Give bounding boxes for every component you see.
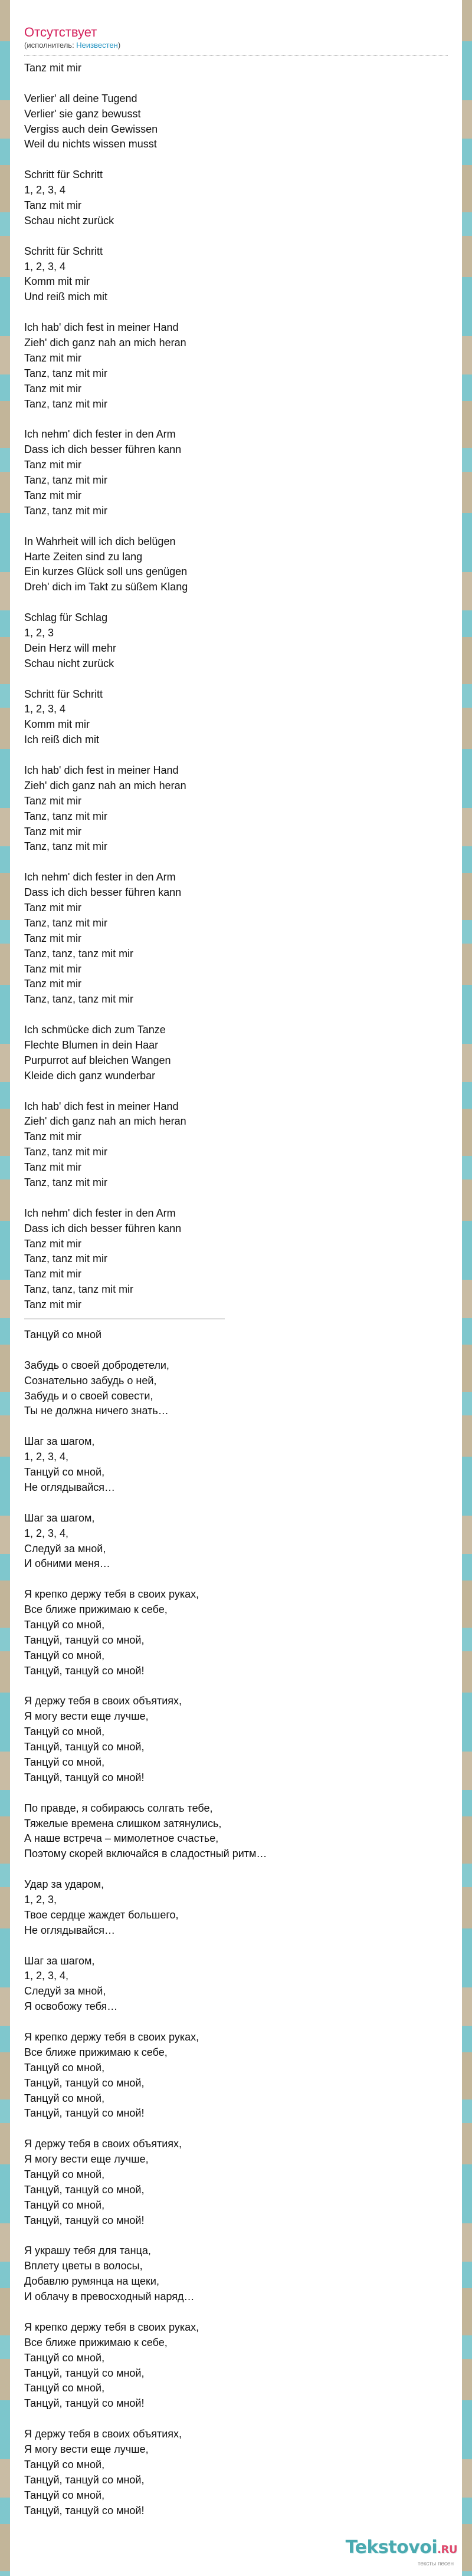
- lyric-line: Танцуй со мной,: [24, 2061, 105, 2074]
- lyric-line: [24, 748, 355, 763]
- lyric-line: Танцуй со мной,: [24, 1756, 105, 1768]
- lyric-line: [24, 2229, 355, 2244]
- logo-name: Tekstovoi: [345, 2537, 438, 2558]
- lyric-line: Танцуй со мной,: [24, 2199, 105, 2211]
- lyric-line: Tanz, tanz mit mir: [24, 397, 108, 410]
- lyric-line: Шаг за шагом,: [24, 1512, 95, 1524]
- lyric-line: [24, 595, 355, 610]
- lyric-line: Und reiß mich mit: [24, 291, 108, 303]
- lyric-line: [24, 1191, 355, 1206]
- lyric-line: Забудь о своей добродетели,: [24, 1359, 169, 1371]
- logo-tagline: тексты песен: [417, 2561, 454, 2567]
- lyric-line: Zieh' dich ganz nah an mich heran: [24, 337, 186, 349]
- lyric-line: [24, 152, 355, 167]
- lyric-line: Танцуй со мной,: [24, 2489, 105, 2501]
- lyric-line: [24, 412, 355, 427]
- lyrics-original: [24, 61, 355, 1313]
- lyric-line: Я держу тебя в своих объятиях,: [24, 2428, 182, 2440]
- lyric-line: По правде, я собираюсь солгать тебе,: [24, 1802, 213, 1814]
- lyric-line: Танцуй, танцуй со мной,: [24, 2367, 145, 2379]
- lyric-line: Ich hab' dich fest in meiner Hand: [24, 1100, 179, 1112]
- lyric-line: Танцуй со мной,: [24, 1726, 105, 1738]
- lyric-line: Все ближе прижимаю к себе,: [24, 2336, 168, 2348]
- lyric-line: Zieh' dich ganz nah an mich heran: [24, 1115, 186, 1128]
- lyric-line: Все ближе прижимаю к себе,: [24, 2046, 168, 2058]
- lyric-line: Weil du nichts wissen musst: [24, 138, 157, 150]
- lyrics-translation: [24, 1328, 355, 2518]
- lyric-line: [24, 1496, 355, 1511]
- lyric-line: [24, 519, 355, 534]
- lyric-line: Tanz, tanz mit mir: [24, 1177, 108, 1189]
- lyric-line: Schau nicht zurück: [24, 214, 114, 226]
- lyric-line: Танцуй, танцуй со мной!: [24, 2214, 145, 2226]
- content-area: [10, 0, 462, 2519]
- lyric-line: Tanz, tanz mit mir: [24, 840, 108, 853]
- lyric-line: Ты не должна ничего знать…: [24, 1405, 169, 1417]
- lyric-line: Ein kurzes Glück soll uns genügen: [24, 566, 188, 578]
- lyric-line: Dass ich dich besser führen kann: [24, 1222, 182, 1234]
- lyric-line: Танцуй, танцуй со мной!: [24, 2504, 145, 2516]
- lyric-line: Я крепко держу тебя в своих руках,: [24, 1588, 199, 1601]
- lyric-line: Танцуй со мной: [24, 1329, 102, 1341]
- lyric-line: [24, 1938, 355, 1954]
- lyric-line: Purpurrot auf bleichen Wangen: [24, 1054, 171, 1066]
- lyric-line: Я крепко держу тебя в своих руках,: [24, 2321, 199, 2333]
- lyric-line: Dass ich dich besser führen kann: [24, 886, 182, 899]
- lyric-line: Ich schmücke dich zum Tanze: [24, 1024, 166, 1036]
- lyric-line: Танцуй, танцуй со мной,: [24, 1634, 145, 1646]
- lyric-line: Tanz, tanz, tanz mit mir: [24, 1283, 134, 1296]
- lyric-line: 1, 2, 3,: [24, 1893, 57, 1905]
- lyric-line: Не оглядывайся…: [24, 1924, 116, 1936]
- lyric-line: Я могу вести еще лучше,: [24, 1710, 149, 1723]
- lyric-line: Сознательно забудь о ней,: [24, 1374, 157, 1386]
- lyric-line: Тяжелые времена слишком затянулись,: [24, 1817, 222, 1829]
- lyric-line: И облачу в превосходный наряд…: [24, 2291, 195, 2303]
- lyric-line: Ich nehm' dich fester in den Arm: [24, 1207, 176, 1219]
- lyric-line: Следуй за мной,: [24, 1542, 106, 1555]
- lyric-line: Tanz mit mir: [24, 825, 82, 837]
- lyric-line: Удар за ударом,: [24, 1878, 104, 1891]
- lyric-line: Tanz mit mir: [24, 901, 82, 914]
- lyric-line: [24, 1343, 355, 1358]
- song-title: Отсутствует: [24, 25, 97, 40]
- lyric-line: [24, 1679, 355, 1694]
- lyric-line: Tanz, tanz mit mir: [24, 504, 108, 517]
- lyric-line: Tanz mit mir: [24, 351, 82, 364]
- lyric-line: Ich nehm' dich fester in den Arm: [24, 428, 176, 441]
- lyric-line: [24, 2121, 355, 2137]
- lyric-line: Schau nicht zurück: [24, 657, 114, 669]
- lyric-line: Komm mit mir: [24, 275, 90, 288]
- lyric-line: Tanz, tanz mit mir: [24, 1146, 108, 1158]
- lyric-line: Komm mit mir: [24, 718, 90, 731]
- lyric-line: Танцуй, танцуй со мной,: [24, 2076, 145, 2089]
- lyric-line: И обними меня…: [24, 1558, 110, 1570]
- lyric-line: Я могу вести еще лучше,: [24, 2443, 149, 2456]
- lyric-line: 1, 2, 3, 4,: [24, 1970, 69, 1982]
- lyric-line: 1, 2, 3: [24, 626, 54, 639]
- lyric-line: Tanz mit mir: [24, 489, 82, 501]
- lyric-line: Verlier' sie ganz bewusst: [24, 107, 141, 120]
- lyric-line: [24, 2305, 355, 2320]
- lyric-line: Tanz mit mir: [24, 794, 82, 807]
- lyric-line: Tanz mit mir: [24, 1131, 82, 1143]
- lyric-line: Я освобожу тебя…: [24, 2000, 118, 2013]
- lyric-line: Tanz mit mir: [24, 62, 82, 74]
- lyric-line: Поэтому скорей включайся в сладостный ритм…: [24, 1848, 267, 1860]
- lyric-line: Dein Herz will mehr: [24, 642, 117, 654]
- lyric-line: Шаг за шагом,: [24, 1954, 95, 1967]
- lyric-line: [24, 1007, 355, 1023]
- lyric-line: Танцуй со мной,: [24, 2458, 105, 2470]
- lyric-line: [24, 229, 355, 244]
- lyric-line: Я держу тебя в своих объятиях,: [24, 1695, 182, 1707]
- lyric-line: [24, 1572, 355, 1587]
- lyric-line: Добавлю румянца на щеки,: [24, 2275, 159, 2288]
- artist-prefix: (исполнитель:: [24, 41, 77, 50]
- site-logo[interactable]: [322, 2537, 457, 2570]
- lyric-line: Tanz mit mir: [24, 199, 82, 212]
- lyric-line: Tanz, tanz, tanz mit mir: [24, 993, 134, 1006]
- lyric-line: [24, 1862, 355, 1877]
- lyric-line: Schritt für Schritt: [24, 688, 103, 700]
- lyric-line: Не оглядывайся…: [24, 1481, 116, 1493]
- lyric-line: Dreh' dich im Takt zu süßem Klang: [24, 581, 188, 593]
- lyric-line: Tanz, tanz mit mir: [24, 916, 108, 929]
- lyric-line: Я крепко держу тебя в своих руках,: [24, 2031, 199, 2043]
- lyric-line: Vergiss auch dein Gewissen: [24, 123, 158, 135]
- lyric-line: Zieh' dich ganz nah an mich heran: [24, 779, 186, 791]
- lyric-line: Танцуй, танцуй со мной!: [24, 1771, 145, 1783]
- lyric-line: Твое сердце жаждет большего,: [24, 1908, 179, 1921]
- lyric-line: Flechte Blumen in dein Haar: [24, 1039, 159, 1051]
- lyric-line: [24, 305, 355, 320]
- lyric-line: Шаг за шагом,: [24, 1435, 95, 1448]
- artist-suffix: ): [117, 41, 121, 50]
- lyric-line: [24, 2015, 355, 2030]
- lyric-line: Schlag für Schlag: [24, 612, 108, 624]
- lyric-line: [24, 2411, 355, 2427]
- lyric-line: Танцуй со мной,: [24, 1649, 105, 1661]
- lyric-line: Все ближе прижимаю к себе,: [24, 1604, 168, 1616]
- lyric-line: Танцуй со мной,: [24, 2382, 105, 2394]
- lyric-line: Schritt für Schritt: [24, 169, 103, 181]
- lyric-line: Tanz mit mir: [24, 382, 82, 395]
- lyric-line: Танцуй, танцуй со мной!: [24, 2107, 145, 2120]
- lyric-line: 1, 2, 3, 4: [24, 260, 66, 272]
- lyric-line: [24, 76, 355, 91]
- lyric-line: Tanz mit mir: [24, 1299, 82, 1311]
- lyric-line: 1, 2, 3, 4,: [24, 1451, 69, 1463]
- lyric-line: Kleide dich ganz wunderbar: [24, 1069, 156, 1082]
- lyric-line: А наше встреча – мимолетное счастье,: [24, 1832, 219, 1845]
- lyric-line: Ich nehm' dich fester in den Arm: [24, 871, 176, 883]
- lyric-line: Я могу вести еще лучше,: [24, 2153, 149, 2166]
- lyric-line: Забудь и о своей совести,: [24, 1389, 153, 1402]
- lyric-line: Harte Zeiten sind zu lang: [24, 550, 143, 563]
- lyric-line: Танцуй со мной,: [24, 1466, 105, 1478]
- lyric-line: Schritt für Schritt: [24, 245, 103, 257]
- lyric-line: Я держу тебя в своих объятиях,: [24, 2138, 182, 2150]
- lyric-line: [24, 1419, 355, 1434]
- artist-line: [24, 40, 448, 56]
- lyric-line: Ich hab' dich fest in meiner Hand: [24, 321, 179, 334]
- lyric-line: Я украшу тебя для танца,: [24, 2245, 151, 2257]
- lyric-line: Tanz mit mir: [24, 1268, 82, 1280]
- lyric-line: Танцуй, танцуй со мной,: [24, 2473, 145, 2486]
- lyric-line: [24, 672, 355, 687]
- lyric-line: Танцуй со мной,: [24, 2092, 105, 2104]
- lyric-line: Танцуй, танцуй со мной!: [24, 2397, 145, 2410]
- lyric-line: [24, 855, 355, 870]
- lyric-line: Tanz mit mir: [24, 978, 82, 990]
- lyric-line: [24, 1786, 355, 1801]
- lyrics-page: [10, 0, 462, 2576]
- lyric-line: 1, 2, 3, 4,: [24, 1527, 69, 1539]
- lyric-line: Танцуй, танцуй со мной,: [24, 1741, 145, 1753]
- lyric-line: Tanz mit mir: [24, 962, 82, 975]
- logo-tld: .RU: [437, 2544, 457, 2556]
- lyric-line: Танцуй, танцуй со мной!: [24, 1664, 145, 1677]
- lyric-line: Tanz mit mir: [24, 459, 82, 471]
- lyric-line: Tanz mit mir: [24, 1237, 82, 1250]
- lyric-line: 1, 2, 3, 4: [24, 703, 66, 715]
- lyric-line: [24, 1084, 355, 1099]
- lyric-line: Dass ich dich besser führen kann: [24, 443, 182, 456]
- lyric-line: Tanz, tanz mit mir: [24, 1253, 108, 1265]
- lyric-line: Танцуй со мной,: [24, 2351, 105, 2364]
- lyric-line: Вплету цветы в волосы,: [24, 2260, 143, 2272]
- logo-wordmark: [322, 2537, 457, 2561]
- lyric-line: Tanz, tanz mit mir: [24, 474, 108, 487]
- lyric-line: 1, 2, 3, 4: [24, 184, 66, 196]
- lyric-line: Танцуй, танцуй со мной,: [24, 2183, 145, 2196]
- artist-link[interactable]: Неизвестен: [76, 41, 118, 50]
- lyric-line: In Wahrheit will ich dich belügen: [24, 535, 176, 547]
- lyric-line: Verlier' all deine Tugend: [24, 92, 137, 104]
- lyric-line: Tanz, tanz mit mir: [24, 810, 108, 822]
- lyric-line: Tanz mit mir: [24, 932, 82, 944]
- lyric-line: Танцуй со мной,: [24, 1618, 105, 1631]
- lyric-line: Tanz mit mir: [24, 1161, 82, 1174]
- lyric-line: Танцуй со мной,: [24, 2168, 105, 2181]
- lyric-line: Ich hab' dich fest in meiner Hand: [24, 764, 179, 776]
- lyric-line: Следуй за мной,: [24, 1985, 106, 1997]
- lyric-line: Tanz, tanz, tanz mit mir: [24, 947, 134, 960]
- lyric-line: Ich reiß dich mit: [24, 734, 100, 746]
- lyric-line: Tanz, tanz mit mir: [24, 367, 108, 379]
